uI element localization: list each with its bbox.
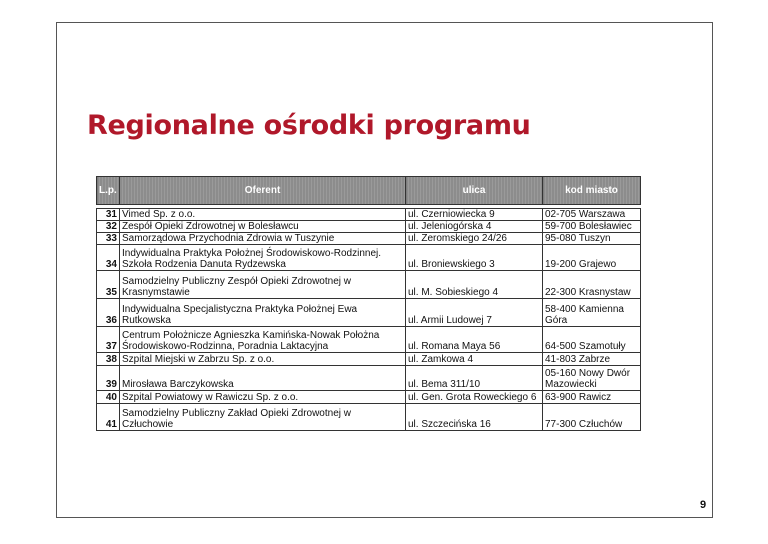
row-oferent: Samodzielny Publiczny Zespół Opieki Zdrowotnej w Krasnymstawie [120,271,406,299]
row-lp: 32 [97,221,120,233]
row-ulica: ul. Czerniowiecka 9 [406,209,543,221]
table-row [97,299,641,327]
row-kod-miasto: 77-300 Człuchów [543,404,641,431]
header-lp: L.p. [97,177,120,205]
table-row [97,221,641,233]
row-lp: 34 [97,245,120,271]
table-row [97,353,641,366]
row-ulica: ul. Armii Ludowej 7 [406,299,543,327]
table-row [97,366,641,391]
page-title: Regionalne ośrodki programu [87,110,531,141]
row-lp: 37 [97,327,120,353]
row-lp: 39 [97,366,120,391]
row-oferent: Samodzielny Publiczny Zakład Opieki Zdrowotnej w Człuchowie [120,404,406,431]
row-lp: 38 [97,353,120,366]
row-kod-miasto: 41-803 Zabrze [543,353,641,366]
row-kod-miasto: 63-900 Rawicz [543,391,641,404]
row-kod-miasto: 95-080 Tuszyn [543,233,641,245]
centers-table [96,176,641,431]
row-ulica: ul. M. Sobieskiego 4 [406,271,543,299]
page-number: 9 [700,499,707,511]
table-row [97,209,641,221]
row-ulica: ul. Żeromskiego 24/26 [406,233,543,245]
row-ulica: ul. Romana Maya 56 [406,327,543,353]
row-oferent: Szpital Powiatowy w Rawiczu Sp. z o.o. [120,391,406,404]
row-lp: 36 [97,299,120,327]
row-oferent: Zespół Opieki Zdrowotnej w Bolesławcu [120,221,406,233]
row-kod-miasto: 64-500 Szamotuły [543,327,641,353]
row-ulica: ul. Zamkowa 4 [406,353,543,366]
row-ulica: ul. Bema 311/10 [406,366,543,391]
row-kod-miasto: 05-160 Nowy Dwór Mazowiecki [543,366,641,391]
row-ulica: ul. Gen. Grota Roweckiego 6 [406,391,543,404]
row-oferent: Samorządowa Przychodnia Zdrowia w Tuszynie [120,233,406,245]
row-oferent: Szpital Miejski w Zabrzu Sp. z o.o. [120,353,406,366]
row-ulica: ul. Broniewskiego 3 [406,245,543,271]
table-row [97,271,641,299]
table-row [97,233,641,245]
table-row [97,327,641,353]
table-header-row [97,177,641,205]
row-lp: 41 [97,404,120,431]
row-kod-miasto: 59-700 Bolesławiec [543,221,641,233]
header-ulica: ulica [406,177,543,205]
row-lp: 33 [97,233,120,245]
row-kod-miasto: 19-200 Grajewo [543,245,641,271]
table-row [97,404,641,431]
row-oferent: Centrum Położnicze Agnieszka Kamińska-Nowak Położna Środowiskowo-Rodzinna, Poradnia Laktacyjna [120,327,406,353]
row-ulica: ul. Szczecińska 16 [406,404,543,431]
row-oferent: Mirosława Barczykowska [120,366,406,391]
row-oferent: Indywidualna Specjalistyczna Praktyka Położnej Ewa Rutkowska [120,299,406,327]
row-kod-miasto: 58-400 Kamienna Góra [543,299,641,327]
row-oferent: Indywidualna Praktyka Położnej Środowiskowo-Rodzinnej. Szkoła Rodzenia Danuta Rydzewska [120,245,406,271]
row-kod-miasto: 22-300 Krasnystaw [543,271,641,299]
row-lp: 40 [97,391,120,404]
table-row [97,245,641,271]
row-kod-miasto: 02-705 Warszawa [543,209,641,221]
row-oferent: Vimed Sp. z o.o. [120,209,406,221]
row-lp: 35 [97,271,120,299]
row-ulica: ul. Jeleniogórska 4 [406,221,543,233]
header-oferent: Oferent [120,177,406,205]
row-lp: 31 [97,209,120,221]
table-row [97,391,641,404]
header-kod-miasto: kod miasto [543,177,641,205]
